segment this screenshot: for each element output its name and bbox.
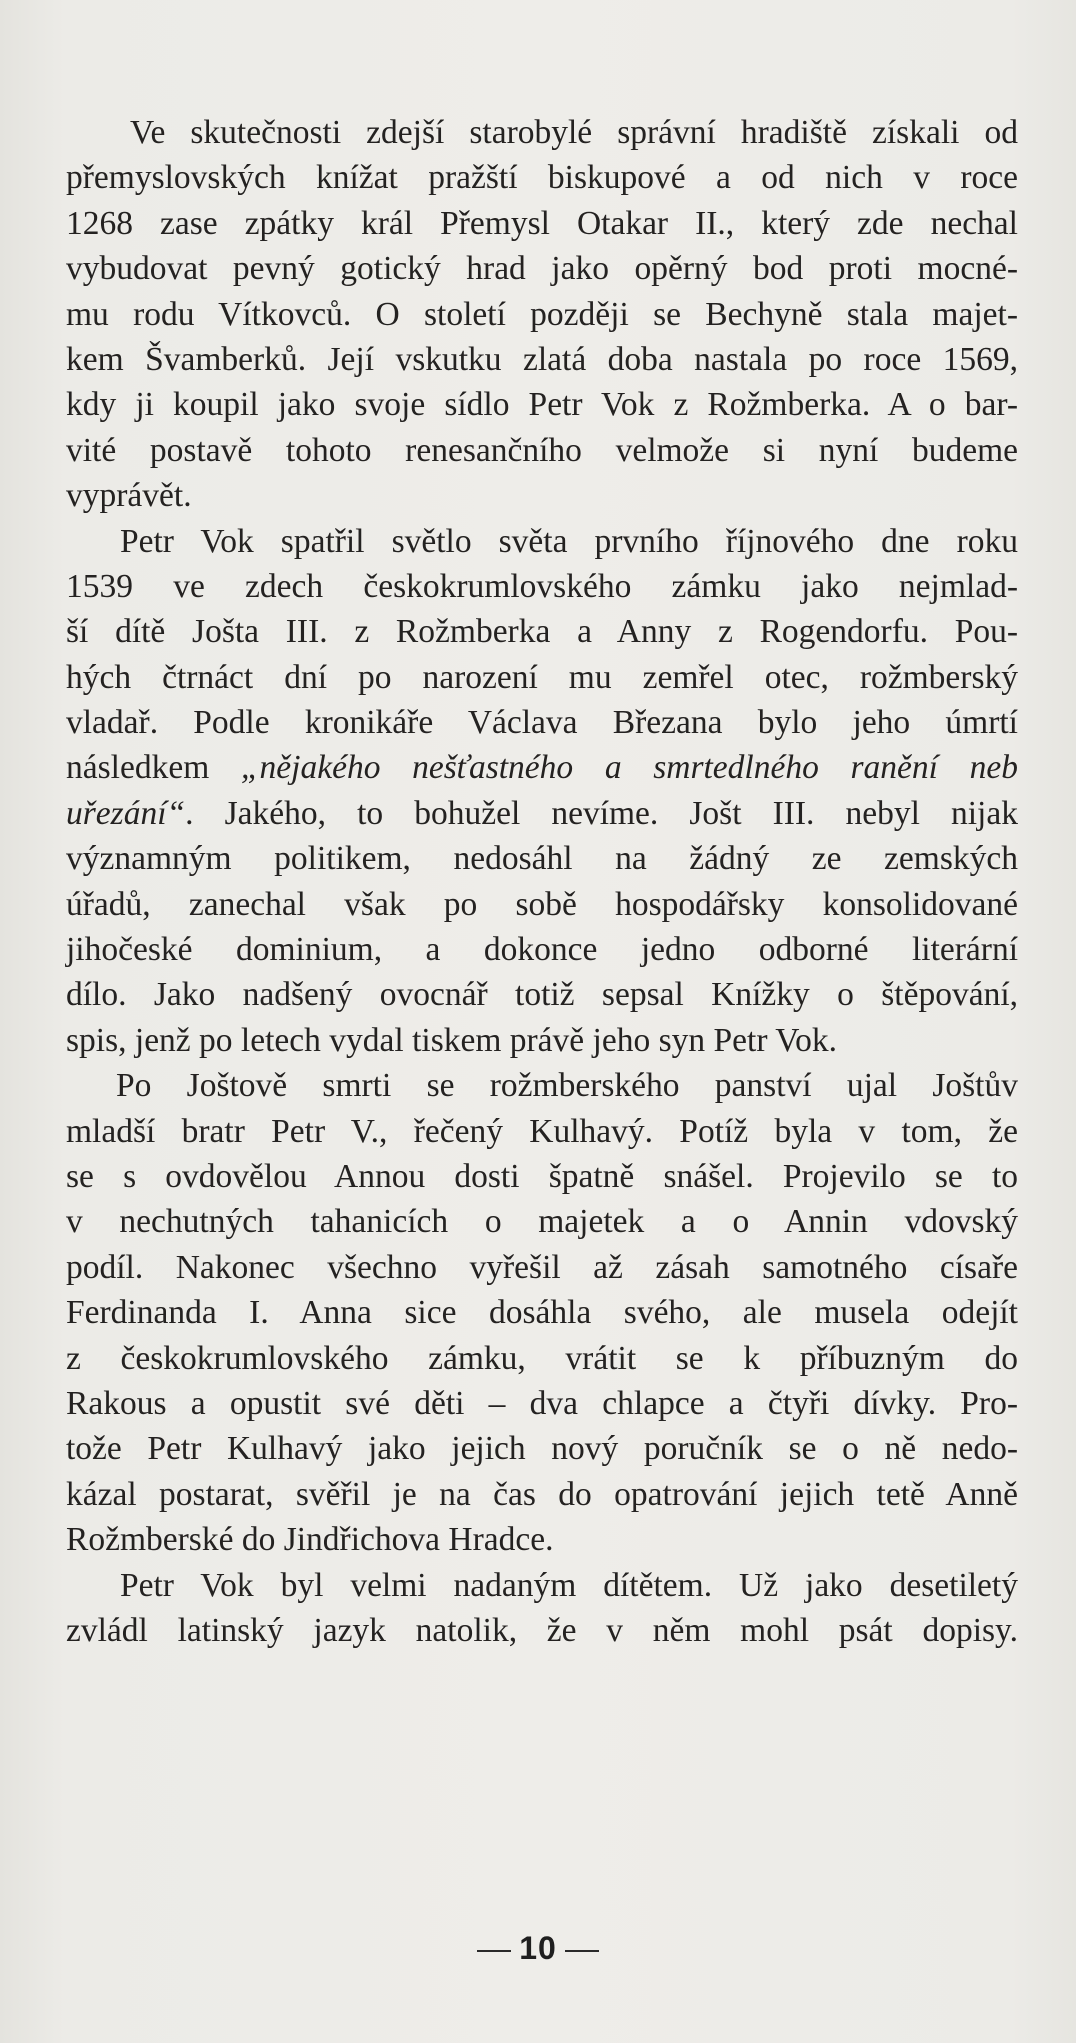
text-line: vladař. Podle kronikáře Václava Březana bylo jeho úmrtí [66,704,1018,742]
text-line: úřadů, zanechal však po sobě hospodářsky konsolidované [66,885,1018,923]
quote-italic: uřezání“ [66,794,186,832]
dash-left [477,1950,511,1952]
text-line: mladší bratr Petr V., řečený Kulhavý. Potíž byla v tom, že [66,1112,1018,1150]
text-line: vybudovat pevný gotický hrad jako opěrný bod proti mocné- [66,250,1018,288]
text-line: tože Petr Kulhavý jako jejich nový poručník se o ně nedo- [66,1430,1018,1468]
text-line: 1268 zase zpátky král Přemysl Otakar II., který zde nechal [66,204,1018,242]
text-fragment: následkem [66,749,241,787]
text-line: Rakous a opustit své děti – dva chlapce a čtyři dívky. Pro- [66,1384,1018,1422]
page-number [0,1930,1076,1967]
text-line: přemyslovských knížat pražští biskupové a od nich v roce [66,159,1018,197]
text-line: dílo. Jako nadšený ovocnář totiž sepsal Knížky o štěpování, [66,976,1018,1014]
text-line: Ferdinanda I. Anna sice dosáhla svého, ale musela odejít [66,1294,1018,1332]
text-line: vité postavě tohoto renesančního velmože si nyní budeme [66,431,1018,469]
text-line: Petr Vok spatřil světlo světa prvního říjnového dne roku [120,522,1018,560]
body-text [66,110,1018,1653]
text-line: Po Joštově smrti se rožmberského panství ujal Joštův [116,1067,1018,1105]
text-line: ší dítě Jošta III. z Rožmberka a Anny z Rogendorfu. Pou- [66,613,1018,651]
text-line: se s ovdovělou Annou dosti špatně snášel. Projevilo se to [66,1157,1018,1195]
text-line: kázal postarat, svěřil je na čas do opatrování jejich tetě Anně [66,1475,1018,1513]
text-line: zvládl latinský jazyk natolik, že v něm mohl psát dopisy. [66,1611,1018,1649]
page-number-value: 10 [519,1930,557,1966]
text-line: Petr Vok byl velmi nadaným dítětem. Už jako desetiletý [120,1566,1018,1604]
text-line: hých čtrnáct dní po narození mu zemřel otec, rožmberský [66,658,1018,696]
text-line: vyprávět. [66,477,192,515]
text-line: 1539 ve zdech českokrumlovského zámku jako nejmlad- [66,567,1018,605]
text-line [66,791,1018,836]
text-line: Ve skutečnosti zdejší starobylé správní hradiště získali od [130,114,1018,151]
text-line: kdy ji koupil jako svoje sídlo Petr Vok z Rožmberka. A o bar- [66,386,1018,424]
quote-italic: „nějakého nešťastného a smrtedlného ranění neb [240,749,1018,787]
text-line [66,745,1018,790]
text-line: jihočeské dominium, a dokonce jedno odborné literární [66,931,1018,969]
text-line: podíl. Nakonec všechno vyřešil až zásah samotného císaře [66,1248,1018,1286]
text-line: významným politikem, nedosáhl na žádný ze zemských [66,840,1018,878]
text-line: mu rodu Vítkovců. O století později se Bechyně stala majet- [66,295,1018,333]
text-fragment: . Jakého, to bohužel nevíme. Jošt III. nebyl nijak [185,794,1018,832]
dash-right [565,1950,599,1952]
text-line: z českokrumlovského zámku, vrátit se k příbuzným do [66,1339,1018,1377]
text-line: spis, jenž po letech vydal tiskem právě jeho syn Petr Vok. [66,1021,837,1059]
text-line: kem Švamberků. Její vskutku zlatá doba nastala po roce 1569, [66,340,1018,378]
text-line: Rožmberské do Jindřichova Hradce. [66,1521,554,1559]
text-line: v nechutných tahanicích o majetek a o Annin vdovský [66,1203,1018,1241]
